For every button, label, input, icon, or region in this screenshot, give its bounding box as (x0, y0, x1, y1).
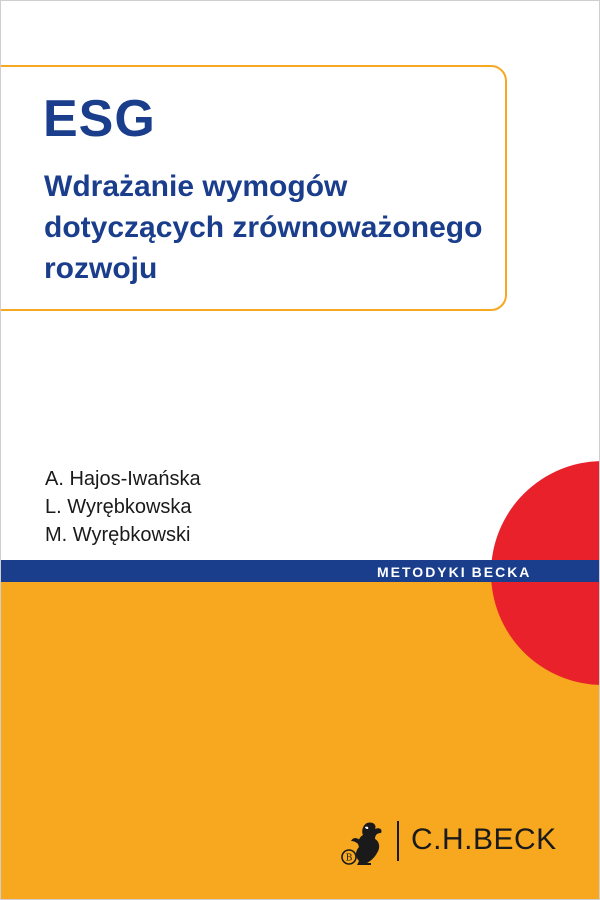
publisher-name: C.H.BECK (411, 823, 557, 856)
book-subtitle: Wdrażanie wymogów dotyczących zrównoważonego rozwoju (44, 170, 483, 285)
author-name: L. Wyrębkowska (45, 496, 192, 518)
publisher-divider (397, 821, 399, 861)
author-name: M. Wyrębkowski (45, 524, 191, 546)
griffin-emblem-icon (337, 817, 389, 867)
series-word-2: BECKA (471, 564, 532, 580)
author-name: A. Hajos-Iwańska (45, 468, 201, 490)
book-title: ESG (43, 90, 156, 148)
svg-text:B: B (345, 853, 353, 864)
series-word-1: METODYKI (377, 564, 467, 580)
publisher-logo (331, 811, 571, 867)
author-list (45, 465, 201, 549)
series-label (377, 562, 531, 582)
